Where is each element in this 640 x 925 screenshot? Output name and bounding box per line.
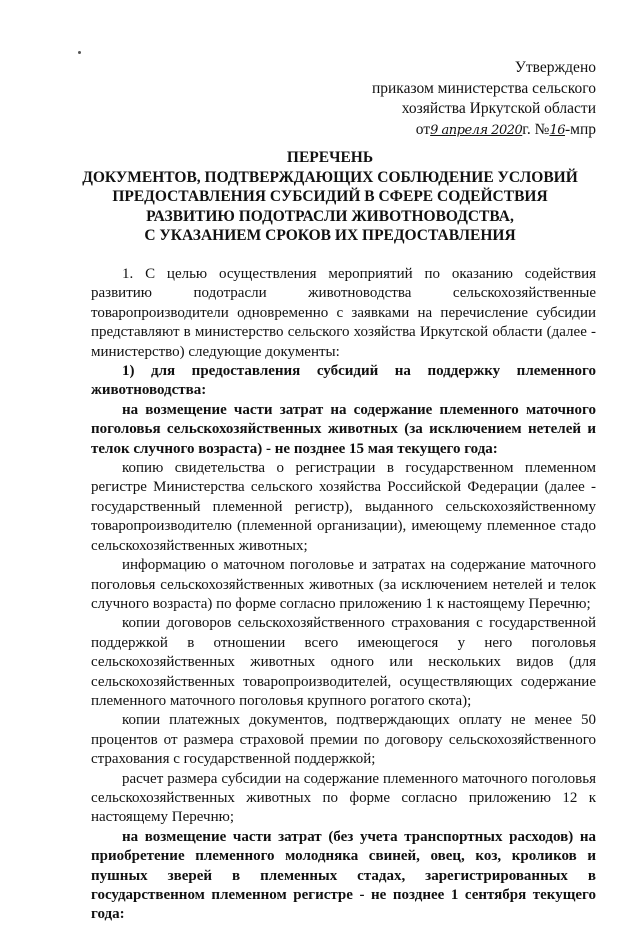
document-body — [91, 265, 596, 925]
approval-block — [372, 58, 596, 141]
paragraph-item: копии платежных документов, подтверждающих оплату не менее 50 процентов от размера страховой премии по договору сельскохозяйственного страхования с государственной поддержкой; — [91, 712, 596, 768]
paragraph-item: расчет размера субсидии на содержание племенного маточного поголовья сельскохозяйственных животных по форме согласно приложению 12 к настоящему Перечню; — [91, 770, 596, 826]
number-suffix: -мпр — [564, 120, 596, 138]
handwritten-date: 9 апреля 2020 — [430, 122, 523, 138]
paragraph-item: информацию о маточном поголовье и затратах на содержание маточного поголовья сельскохозяйственных животных (за исключением нетелей и телок случного возраста) по форме согласно приложению 1 к настоящему Перечню; — [91, 557, 596, 612]
approval-line-1: Утверждено — [514, 59, 596, 76]
scan-speck — [78, 51, 81, 54]
date-prefix: от — [415, 120, 431, 138]
approval-line-2: приказом министерства сельского — [371, 79, 596, 97]
title-line-4: РАЗВИТИЮ ПОДОТРАСЛИ ЖИВОТНОВОДСТВА, — [146, 207, 514, 225]
title-line-1: ПЕРЕЧЕНЬ — [286, 149, 374, 166]
paragraph-item: копию свидетельства о регистрации в государственном племенном регистре Министерства сельского хозяйства Российской Федерации (далее - государственный племенной регистр), выданного сельскохозяйственному товаропроизводителю (племенной организации), имеющему племенное стадо сельскохозяйственных животных; — [91, 460, 596, 554]
document-title — [60, 148, 600, 246]
title-line-5: С УКАЗАНИЕМ СРОКОВ ИХ ПРЕДОСТАВЛЕНИЯ — [144, 227, 516, 244]
paragraph-intro: 1. С целью осуществления мероприятий по оказанию содействия развитию подотрасли животноводства сельскохозяйственные товаропроизводители одновременно с заявками на перечисление субсидии представляют в министерство сельского хозяйства Иркутской области (далее - министерство) следующие документы: — [91, 266, 596, 360]
handwritten-number: 16 — [549, 122, 565, 138]
title-line-2: ДОКУМЕНТОВ, ПОДТВЕРЖДАЮЩИХ СОБЛЮДЕНИЕ УСЛОВИЙ — [82, 168, 578, 186]
paragraph-subheading-1: на возмещение части затрат на содержание племенного маточного поголовья сельскохозяйственных животных (за исключением нетелей и телок случного возраста) - не позднее 15 мая текущего года: — [91, 401, 596, 457]
title-line-3: ПРЕДОСТАВЛЕНИЯ СУБСИДИЙ В СФЕРЕ СОДЕЙСТВИЯ — [112, 188, 548, 205]
approval-date-line — [372, 120, 596, 142]
paragraph-heading-1: 1) для предоставления субсидий на поддержку племенного животноводства: — [91, 363, 596, 399]
paragraph-subheading-2: на возмещение части затрат (без учета транспортных расходов) на приобретение племенного молодняка свиней, овец, коз, кроликов и пушных зверей в племенных стадах, зарегистрированных в государственном племенном регистре - не позднее 1 сентября текущего года: — [91, 828, 596, 923]
paragraph-item: копии договоров сельскохозяйственного страхования с государственной поддержкой в отношении всего имеющегося у него поголовья сельскохозяйственных животных одного или нескольких видов (для сельскохозяйственных товаропроизводителей, осуществляющих содержание племенного маточного поголовья крупного рогатого скота); — [91, 615, 596, 709]
number-label: г. № — [522, 120, 550, 138]
approval-line-3: хозяйства Иркутской области — [401, 100, 596, 117]
